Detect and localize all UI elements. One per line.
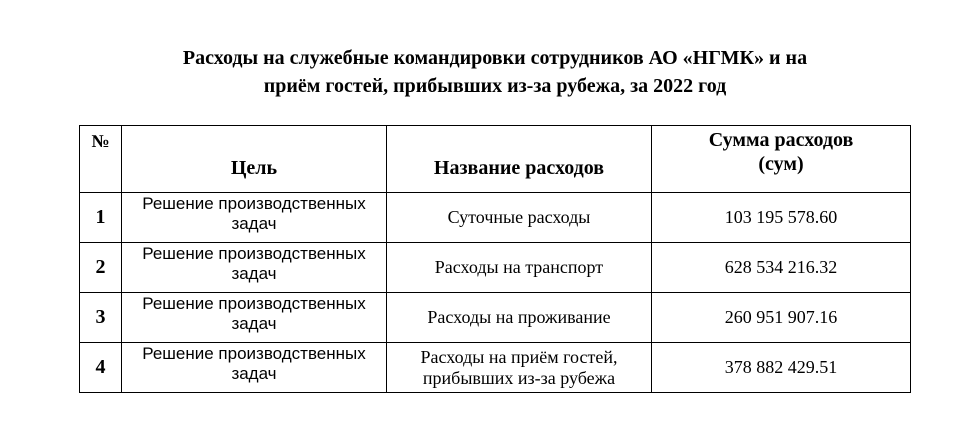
row-expense-name [387, 193, 652, 243]
table-row [80, 193, 911, 243]
row-expense-name-line: Расходы на транспорт [434, 257, 604, 277]
header-amount [652, 126, 911, 193]
row-expense-name-line: Суточные расходы [447, 207, 591, 227]
row-number: 4 [80, 343, 122, 393]
row-number: 2 [80, 243, 122, 293]
table-row [80, 343, 911, 393]
document-title [80, 44, 910, 100]
row-goal [122, 293, 387, 343]
row-goal-line: задач [231, 364, 277, 383]
row-amount: 378 882 429.51 [652, 343, 911, 393]
row-number: 3 [80, 293, 122, 343]
row-goal-line: задач [231, 214, 277, 233]
table-row [80, 293, 911, 343]
row-goal-line: Решение производственных [142, 244, 366, 263]
row-expense-name-line: прибывших из-за рубежа [422, 367, 616, 388]
row-goal [122, 343, 387, 393]
row-expense-name [387, 343, 652, 393]
title-line: Расходы на служебные командировки сотрудников АО «НГМК» и на [182, 47, 808, 69]
row-number: 1 [80, 193, 122, 243]
row-goal-line: Решение производственных [142, 294, 366, 313]
header-goal: Цель [122, 126, 387, 193]
row-expense-name [387, 243, 652, 293]
row-goal-line: задач [231, 264, 277, 283]
row-goal [122, 243, 387, 293]
row-expense-name-line: Расходы на проживание [427, 307, 611, 327]
row-goal-line: Решение производственных [142, 344, 366, 363]
header-expense-name: Название расходов [387, 126, 652, 193]
table-header-row [80, 126, 911, 193]
row-goal [122, 193, 387, 243]
row-expense-name [387, 293, 652, 343]
row-amount: 628 534 216.32 [652, 243, 911, 293]
header-amount-unit: (сум) [758, 153, 804, 175]
row-goal-line: задач [231, 314, 277, 333]
header-number: № [80, 126, 122, 193]
expenses-table [79, 125, 911, 393]
row-goal-line: Решение производственных [142, 194, 366, 213]
row-amount: 260 951 907.16 [652, 293, 911, 343]
table-row [80, 243, 911, 293]
title-line: приём гостей, прибывших из-за рубежа, за 2022 год [263, 75, 727, 97]
row-amount: 103 195 578.60 [652, 193, 911, 243]
row-expense-name-line: Расходы на приём гостей, [420, 346, 618, 367]
header-amount-line: Сумма расходов [708, 129, 854, 151]
